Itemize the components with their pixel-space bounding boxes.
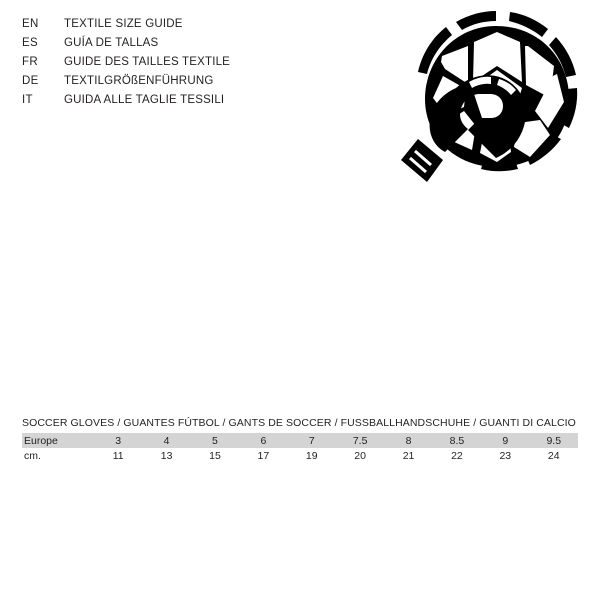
legend-row [22,73,230,90]
legend-language-code: DE [22,75,39,87]
row-label-europe: Europe [22,433,94,448]
table-cell: 15 [209,449,221,462]
legend-language-text: GUIDE DES TAILLES TEXTILE [64,56,231,68]
table-row [22,448,578,463]
table-cell: 24 [547,449,560,462]
glove-and-ball-icon [398,10,588,195]
legend-language-text: GUÍA DE TALLAS [64,37,159,49]
row-label-cm: cm. [24,449,41,462]
table-cell: 23 [499,449,512,462]
language-legend [22,16,230,109]
table-cell: 21 [402,449,415,462]
table-cell: 3 [94,433,142,448]
table-cell: 7 [288,433,336,448]
table-cell: 19 [305,449,318,462]
legend-row [22,92,230,109]
table-cell: 7.5 [336,433,384,448]
legend-row [22,54,230,71]
table-cell: 17 [257,449,270,462]
size-table-title: SOCCER GLOVES / GUANTES FÚTBOL / GANTS DE SOCCER / FUSSBALLHANDSCHUHE / GUANTI DI CALCIO [22,417,576,429]
table-cell: 8.5 [433,433,481,448]
legend-language-code: EN [22,18,39,30]
table-cell: 11 [112,449,124,462]
table-cell: 8 [384,433,432,448]
soccer-glove-ball-illustration [398,10,588,195]
size-table [22,433,578,463]
legend-row [22,16,230,33]
legend-language-text: GUIDA ALLE TAGLIE TESSILI [64,94,225,106]
legend-language-text: TEXTILE SIZE GUIDE [64,18,183,30]
legend-language-code: ES [22,37,38,49]
legend-language-text: TEXTILGRÖßENFÜHRUNG [64,75,214,87]
table-cell: 9.5 [530,433,578,448]
table-cell: 13 [160,449,173,462]
legend-row [22,35,230,52]
table-cell: 22 [451,449,463,462]
table-cell: 4 [142,433,190,448]
legend-language-code: FR [22,56,38,68]
table-row [22,433,578,448]
table-cell: 20 [354,449,366,462]
table-cell: 9 [481,433,529,448]
table-cell: 5 [191,433,239,448]
size-table-block [22,417,578,463]
legend-language-code: IT [22,94,33,106]
table-cell: 6 [239,433,287,448]
